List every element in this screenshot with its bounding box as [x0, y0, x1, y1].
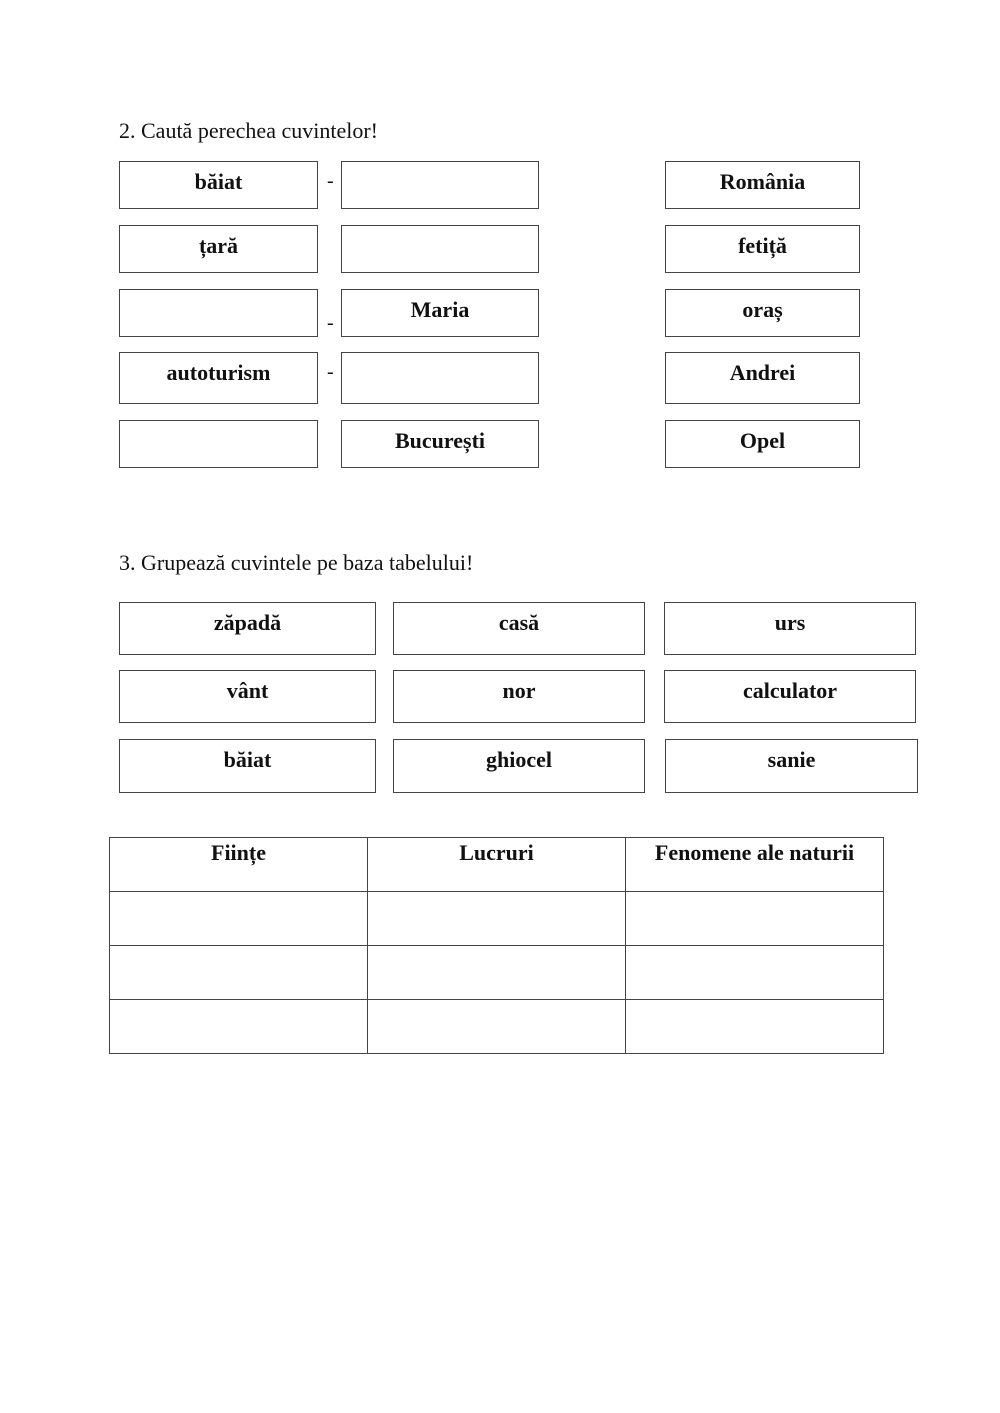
pair-right-box-5: București	[341, 420, 539, 468]
dash-2: -	[327, 312, 334, 334]
pair-left-box-1: băiat	[119, 161, 318, 209]
word-tile[interactable]: vânt	[119, 670, 376, 723]
table-drop-cell[interactable]	[110, 946, 368, 1000]
option-tile-5[interactable]: Opel	[665, 420, 860, 468]
pair-answer-slot-1[interactable]	[341, 161, 539, 209]
column-header-things: Lucruri	[368, 838, 626, 892]
table-drop-cell[interactable]	[368, 1000, 626, 1054]
word-tile[interactable]: sanie	[665, 739, 918, 793]
word-tile[interactable]: casă	[393, 602, 645, 655]
pair-answer-slot-5[interactable]	[119, 420, 318, 468]
table-drop-cell[interactable]	[368, 946, 626, 1000]
table-header-row	[110, 838, 884, 892]
word-tile[interactable]: calculator	[664, 670, 916, 723]
table-row	[110, 1000, 884, 1054]
table-drop-cell[interactable]	[626, 1000, 884, 1054]
exercise-2-heading: 2. Caută perechea cuvintelor!	[119, 118, 378, 143]
exercise-3-heading: 3. Grupează cuvintele pe baza tabelului!	[119, 550, 474, 575]
dash-1: -	[327, 170, 334, 192]
column-header-nature-phenomena: Fenomene ale naturii	[626, 838, 884, 892]
word-tile[interactable]: nor	[393, 670, 645, 723]
dash-3: -	[327, 361, 334, 383]
option-tile-4[interactable]: Andrei	[665, 352, 860, 404]
column-header-beings: Ființe	[110, 838, 368, 892]
word-tile[interactable]: băiat	[119, 739, 376, 793]
word-tile[interactable]: ghiocel	[393, 739, 645, 793]
table-drop-cell[interactable]	[110, 892, 368, 946]
table-drop-cell[interactable]	[368, 892, 626, 946]
word-tile[interactable]: zăpadă	[119, 602, 376, 655]
grouping-table	[109, 837, 884, 1054]
pair-answer-slot-2[interactable]	[341, 225, 539, 273]
word-tile[interactable]: urs	[664, 602, 916, 655]
table-drop-cell[interactable]	[626, 946, 884, 1000]
table-row	[110, 946, 884, 1000]
pair-left-box-2: țară	[119, 225, 318, 273]
option-tile-3[interactable]: oraș	[665, 289, 860, 337]
pair-right-box-3: Maria	[341, 289, 539, 337]
option-tile-2[interactable]: fetiță	[665, 225, 860, 273]
table-row	[110, 892, 884, 946]
table-drop-cell[interactable]	[626, 892, 884, 946]
option-tile-1[interactable]: România	[665, 161, 860, 209]
pair-answer-slot-3[interactable]	[119, 289, 318, 337]
pair-answer-slot-4[interactable]	[341, 352, 539, 404]
table-drop-cell[interactable]	[110, 1000, 368, 1054]
pair-left-box-4: autoturism	[119, 352, 318, 404]
